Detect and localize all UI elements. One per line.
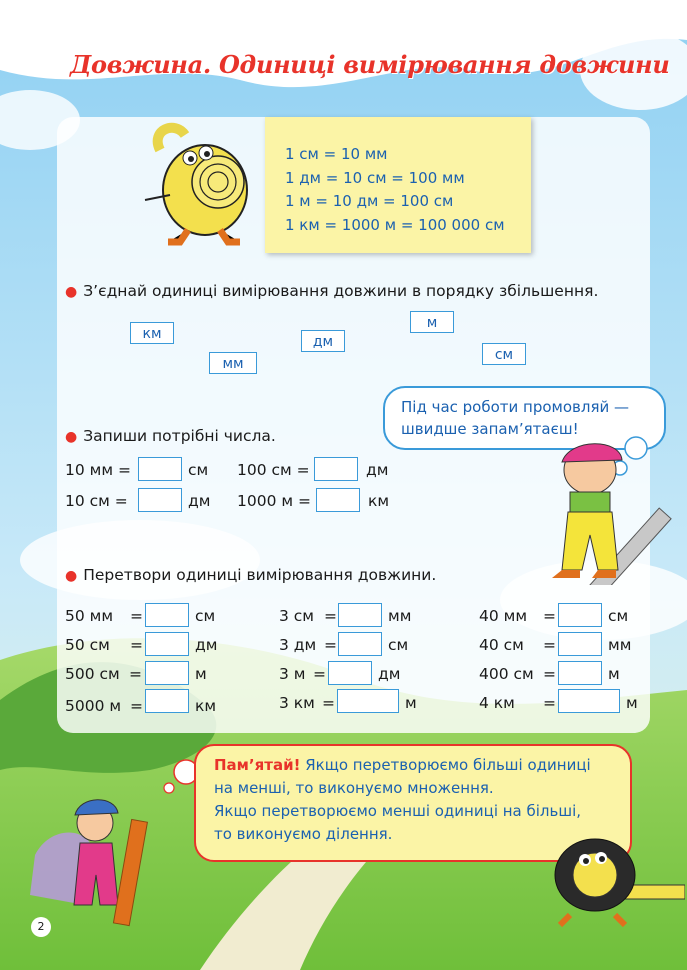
expression-left: 400 см xyxy=(479,665,534,683)
unit-label: дм xyxy=(195,636,218,654)
task-1-instruction: ● З’єднай одиниці вимірювання довжини в порядку збільшення. xyxy=(65,282,599,300)
equals-sign: = xyxy=(130,697,143,715)
answer-box[interactable] xyxy=(558,689,620,713)
task-3-instruction: ● Перетвори одиниці вимірювання довжини. xyxy=(65,566,437,584)
unit-label: м xyxy=(195,665,207,683)
equals-sign: = xyxy=(130,636,143,654)
expression-left: 3 дм xyxy=(279,636,317,654)
unit-chip-dm[interactable]: дм xyxy=(301,330,345,352)
expression-left: 3 см xyxy=(279,607,315,625)
unit-label: м xyxy=(405,694,417,712)
note-line: 1 км = 1000 м = 100 000 см xyxy=(285,215,505,234)
unit-label: км xyxy=(195,697,217,715)
answer-box[interactable] xyxy=(338,603,382,627)
unit-label: км xyxy=(368,492,390,510)
expression-left: 5000 м xyxy=(65,697,122,715)
equals-sign: = xyxy=(543,665,556,683)
note-line: 1 см = 10 мм xyxy=(285,145,388,163)
answer-box[interactable] xyxy=(145,661,189,685)
unit-label: см xyxy=(608,607,629,625)
expression-left: 40 см xyxy=(479,636,524,654)
expression-left: 10 см = xyxy=(65,492,128,510)
note-line: 1 дм = 10 см = 100 мм xyxy=(285,168,465,187)
expression-left: 1000 м = xyxy=(237,492,311,510)
units-note xyxy=(265,117,531,253)
bubble-line: швидше запам’ятаєш! xyxy=(401,420,579,438)
page-title: Довжина. Одиниці вимірювання довжини xyxy=(70,50,670,79)
equals-sign: = xyxy=(543,694,556,712)
answer-box[interactable] xyxy=(558,661,602,685)
tape-measure-character-illustration xyxy=(130,120,260,250)
answer-box[interactable] xyxy=(338,632,382,656)
unit-chip-mm[interactable]: мм xyxy=(209,352,257,374)
unit-label: м xyxy=(626,694,638,712)
answer-box[interactable] xyxy=(138,488,182,512)
equals-sign: = xyxy=(322,694,335,712)
task-2-instruction: ● Запиши потрібні числа. xyxy=(65,427,276,445)
equals-sign: = xyxy=(130,607,143,625)
bubble-line: Під час роботи промовляй — xyxy=(401,398,630,416)
expression-left: 100 см = xyxy=(237,461,310,479)
equals-sign: = xyxy=(324,636,337,654)
remember-line: Якщо перетворюємо менші одиниці на більші, xyxy=(214,802,582,820)
boy-with-ruler-illustration xyxy=(540,440,680,585)
equals-sign: = xyxy=(313,665,326,683)
unit-label: дм xyxy=(366,461,389,479)
remember-line: на менші, то виконуємо множення. xyxy=(214,779,494,797)
unit-label: м xyxy=(608,665,620,683)
bullet-icon: ● xyxy=(65,429,78,445)
expression-left: 50 см xyxy=(65,636,110,654)
unit-label: дм xyxy=(378,665,401,683)
answer-box[interactable] xyxy=(558,632,602,656)
tape-measure-illustration xyxy=(525,830,685,930)
expression-left: 3 м xyxy=(279,665,306,683)
answer-box[interactable] xyxy=(337,689,399,713)
expression-left: 4 км xyxy=(479,694,515,712)
answer-box[interactable] xyxy=(138,457,182,481)
unit-label: см xyxy=(188,461,209,479)
unit-label: см xyxy=(195,607,216,625)
unit-chip-m[interactable]: м xyxy=(410,311,454,333)
remember-line: то виконуємо ділення. xyxy=(214,825,393,843)
answer-box[interactable] xyxy=(145,689,189,713)
remember-title: Пам’ятай! xyxy=(214,756,301,774)
answer-box[interactable] xyxy=(558,603,602,627)
equals-sign: = xyxy=(543,636,556,654)
bullet-icon: ● xyxy=(65,568,78,584)
answer-box[interactable] xyxy=(316,488,360,512)
remember-line: Якщо перетворюємо більші одиниці xyxy=(305,756,591,774)
equals-sign: = xyxy=(324,607,337,625)
girl-with-ruler-illustration xyxy=(30,795,160,930)
expression-left: 3 км xyxy=(279,694,315,712)
unit-label: мм xyxy=(388,607,412,625)
expression-left: 50 мм xyxy=(65,607,114,625)
answer-box[interactable] xyxy=(145,603,189,627)
unit-label: дм xyxy=(188,492,211,510)
unit-label: мм xyxy=(608,636,632,654)
page-number: 2 xyxy=(31,917,51,937)
expression-left: 10 мм = xyxy=(65,461,131,479)
equals-sign: = xyxy=(129,665,142,683)
bullet-icon: ● xyxy=(65,284,78,300)
expression-left: 40 мм xyxy=(479,607,528,625)
note-line: 1 м = 10 дм = 100 см xyxy=(285,192,454,210)
unit-chip-cm[interactable]: см xyxy=(482,343,526,365)
answer-box[interactable] xyxy=(314,457,358,481)
equals-sign: = xyxy=(543,607,556,625)
answer-box[interactable] xyxy=(328,661,372,685)
unit-label: см xyxy=(388,636,409,654)
answer-box[interactable] xyxy=(145,632,189,656)
expression-left: 500 см xyxy=(65,665,120,683)
unit-chip-km[interactable]: км xyxy=(130,322,174,344)
